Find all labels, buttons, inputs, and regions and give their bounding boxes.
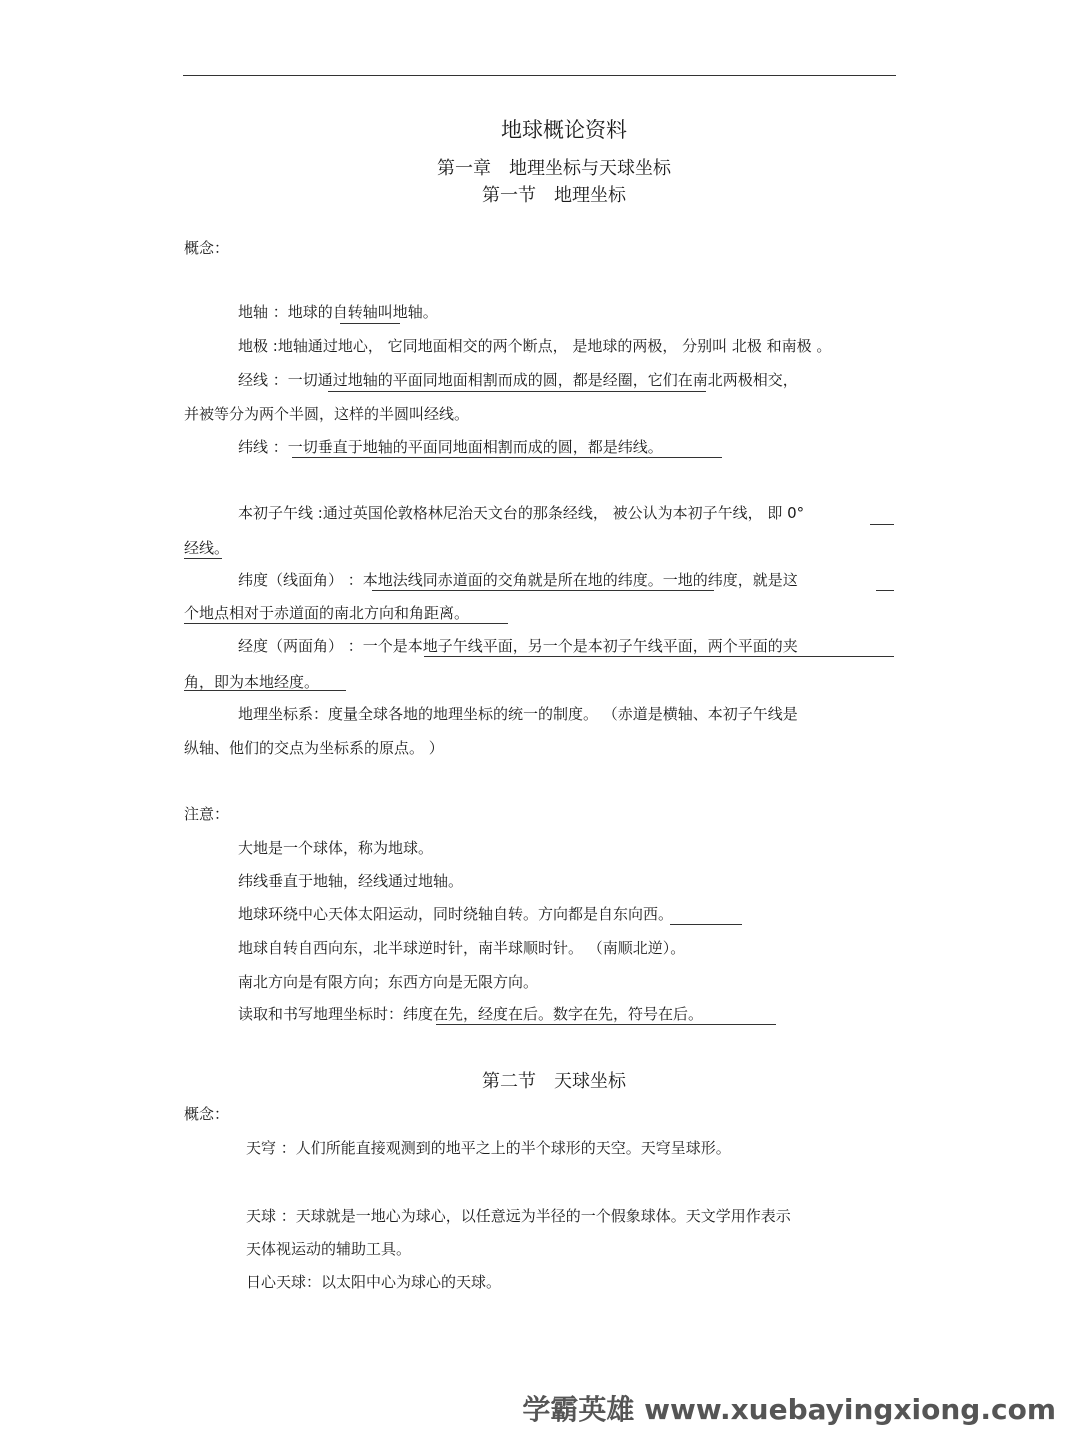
- paragraph-line: 天穹 ：人们所能直接观测到的地平之上的半个球形的天空。天穹呈球形。: [246, 1139, 731, 1157]
- underline: [340, 323, 400, 324]
- underline: [670, 924, 742, 925]
- section-title-2: 第二节 天球坐标: [482, 1071, 626, 1092]
- paragraph-line: 日心天球：以太阳中心为球心的天球。: [246, 1273, 502, 1291]
- underline: [292, 457, 722, 458]
- underline: [372, 590, 714, 591]
- underline: [424, 656, 894, 657]
- note-line: 纬线垂直于地轴，经线通过地轴。: [238, 872, 464, 890]
- underline: [436, 1024, 776, 1025]
- header-rule: [183, 75, 896, 76]
- underline: [184, 690, 346, 691]
- underline: [328, 391, 706, 392]
- document-title: 地球概论资料: [501, 118, 627, 142]
- paragraph-line: 个地点相对于赤道面的南北方向和角距离。: [184, 604, 470, 622]
- paragraph-line: 纬度（线面角） ：本地法线同赤道面的交角就是所在地的纬度。一地的纬度，就是这: [238, 571, 798, 589]
- underline: [870, 524, 894, 525]
- paragraph-line: 地理坐标系：度量全球各地的地理坐标的统一的制度。 （赤道是横轴、本初子午线是: [238, 705, 798, 723]
- paragraph-line: 并被等分为两个半圆，这样的半圆叫经线。: [184, 405, 470, 423]
- note-label: 注意：: [184, 805, 230, 823]
- underline: [184, 558, 222, 559]
- paragraph-line: 纬线 ：一切垂直于地轴的平面同地面相割而成的圆，都是纬线。: [238, 438, 663, 456]
- concept-label-2: 概念：: [184, 1105, 230, 1123]
- paragraph-line: 本初子午线 :通过英国伦敦格林尼治天文台的那条经线， 被公认为本初子午线， 即 0°: [238, 504, 805, 522]
- paragraph-line: 地轴 ：地球的自转轴叫地轴。: [238, 303, 438, 321]
- watermark: 学霸英雄 www.xuebayingxiong.com: [522, 1393, 1056, 1426]
- paragraph-line: 天体视运动的辅助工具。: [246, 1240, 412, 1258]
- note-line: 地球自转自西向东，北半球逆时针，南半球顺时针。 （南顺北逆）。: [238, 939, 686, 957]
- paragraph-line: 经度（两面角） ：一个是本地子午线平面，另一个是本初子午线平面，两个平面的夹: [238, 637, 798, 655]
- paragraph-line: 经线 ：一切通过地轴的平面同地面相割而成的圆，都是经圈，它们在南北两极相交，: [238, 371, 798, 389]
- note-line: 南北方向是有限方向；东西方向是无限方向。: [238, 973, 539, 991]
- underline: [184, 623, 508, 624]
- note-line: 地球环绕中心天体太阳运动，同时绕轴自转。方向都是自东向西。: [238, 905, 674, 923]
- note-line: 大地是一个球体，称为地球。: [238, 839, 434, 857]
- paragraph-line: 纵轴、他们的交点为坐标系的原点。 ）: [184, 739, 444, 757]
- chapter-title: 第一章 地理坐标与天球坐标: [437, 158, 671, 179]
- paragraph-line: 地极 :地轴通过地心， 它同地面相交的两个断点， 是地球的两极， 分别叫 北极 和南极 。: [238, 337, 832, 355]
- paragraph-line: 角，即为本地经度。: [184, 673, 320, 691]
- paragraph-line: 天球 ：天球就是一地心为球心，以任意远为半径的一个假象球体。天文学用作表示: [246, 1207, 791, 1225]
- section-title-1: 第一节 地理坐标: [482, 185, 626, 206]
- paragraph-line: 经线。: [184, 539, 230, 557]
- underline: [876, 590, 894, 591]
- note-line: 读取和书写地理坐标时：纬度在先，经度在后。数字在先，符号在后。: [238, 1005, 704, 1023]
- concept-label: 概念：: [184, 239, 230, 257]
